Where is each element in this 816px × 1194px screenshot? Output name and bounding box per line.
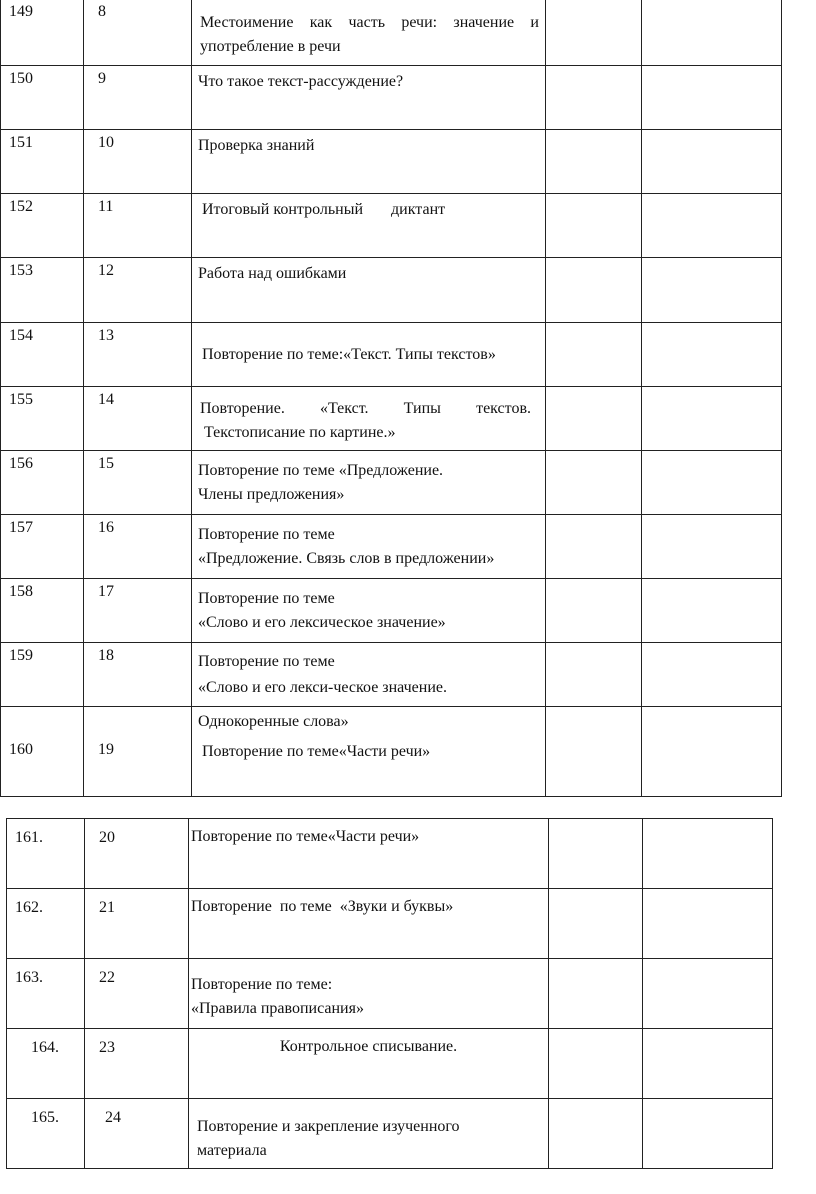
lesson-number: 11 (84, 194, 192, 258)
topic-line: «Предложение. Связь слов в предложении» (198, 550, 495, 567)
lesson-topic (192, 387, 546, 451)
topic-line: Текстописание по картине.» (204, 424, 396, 441)
topic-line: Повторение по теме: (191, 976, 333, 993)
date-fact-cell (642, 451, 782, 515)
table-row (1, 515, 782, 579)
topic-line: Работа над ошибками (198, 265, 347, 282)
date-plan-cell (546, 515, 642, 579)
lesson-number: 13 (84, 323, 192, 387)
lesson-number: 19 (84, 707, 192, 797)
row-number: 160 (1, 707, 84, 797)
topic-line: Повторение по теме«Части речи» (202, 743, 431, 760)
row-number: 149 (1, 0, 84, 66)
lesson-number: 24 (85, 1099, 189, 1169)
table-row (1, 579, 782, 643)
lesson-topic (192, 323, 546, 387)
topic-line: Местоимение как часть речи: значение и (200, 14, 539, 31)
table-row (1, 707, 782, 797)
row-number: 152 (1, 194, 84, 258)
row-number: 164. (7, 1029, 85, 1099)
topic-line: Повторение по теме «Предложение. (198, 462, 444, 479)
row-number: 165. (7, 1099, 85, 1169)
date-fact-cell (642, 258, 782, 323)
table-row (1, 0, 782, 66)
date-plan-cell (549, 1029, 643, 1099)
table-row (1, 387, 782, 451)
date-plan-cell (546, 258, 642, 323)
date-fact-cell (642, 323, 782, 387)
lesson-topic (189, 889, 549, 959)
date-plan-cell (549, 889, 643, 959)
row-number: 157 (1, 515, 84, 579)
lesson-number: 22 (85, 959, 189, 1029)
lesson-number: 15 (84, 451, 192, 515)
date-plan-cell (546, 323, 642, 387)
lesson-number: 9 (84, 66, 192, 130)
row-number: 151 (1, 130, 84, 194)
row-number: 158 (1, 579, 84, 643)
topic-line: Проверка знаний (198, 137, 315, 154)
date-fact-cell (642, 130, 782, 194)
lesson-number: 10 (84, 130, 192, 194)
row-number: 162. (7, 889, 85, 959)
row-number: 159 (1, 643, 84, 707)
row-number: 156 (1, 451, 84, 515)
table-row (1, 130, 782, 194)
lesson-topic (192, 707, 546, 797)
lesson-topic (192, 66, 546, 130)
lesson-number: 17 (84, 579, 192, 643)
date-fact-cell (642, 707, 782, 797)
lesson-table-2 (6, 818, 773, 1169)
topic-line: Повторение по теме «Звуки и буквы» (191, 898, 454, 915)
date-plan-cell (546, 0, 642, 66)
date-fact-cell (642, 387, 782, 451)
lesson-number: 18 (84, 643, 192, 707)
topic-line: Повторение и закрепление изученного (197, 1118, 460, 1135)
date-fact-cell (643, 889, 773, 959)
lesson-number: 20 (85, 819, 189, 889)
date-fact-cell (642, 194, 782, 258)
date-plan-cell (546, 707, 642, 797)
table-row (1, 451, 782, 515)
topic-line: Повторение по теме:«Текст. Типы текстов» (202, 346, 496, 363)
lesson-topic (189, 1099, 549, 1169)
topic-line: Повторение по теме«Части речи» (191, 828, 420, 845)
table-row (1, 643, 782, 707)
date-fact-cell (643, 1099, 773, 1169)
lesson-number: 16 (84, 515, 192, 579)
topic-line: «Правила правописания» (191, 1000, 364, 1017)
table-row (7, 819, 773, 889)
lesson-topic (189, 1029, 549, 1099)
lesson-topic (189, 819, 549, 889)
topic-line: «Слово и его лекси-ческое значение. (198, 679, 448, 696)
lesson-topic (192, 515, 546, 579)
date-fact-cell (643, 1029, 773, 1099)
lesson-topic (192, 579, 546, 643)
row-number: 155 (1, 387, 84, 451)
date-plan-cell (546, 130, 642, 194)
date-plan-cell (546, 387, 642, 451)
row-number: 150 (1, 66, 84, 130)
row-number: 161. (7, 819, 85, 889)
topic-line: Повторение по теме (198, 590, 335, 607)
table-row (7, 1099, 773, 1169)
lesson-number: 21 (85, 889, 189, 959)
row-number: 163. (7, 959, 85, 1029)
topic-line: Члены предложения» (198, 486, 345, 503)
lesson-topic (192, 258, 546, 323)
date-plan-cell (546, 194, 642, 258)
date-fact-cell (642, 66, 782, 130)
date-fact-cell (642, 643, 782, 707)
date-plan-cell (546, 579, 642, 643)
lesson-topic (192, 0, 546, 66)
date-plan-cell (549, 959, 643, 1029)
date-plan-cell (546, 451, 642, 515)
topic-line: употребление в речи (200, 38, 341, 55)
row-number: 154 (1, 323, 84, 387)
date-fact-cell (642, 515, 782, 579)
date-fact-cell (642, 579, 782, 643)
table-row (1, 258, 782, 323)
date-fact-cell (643, 819, 773, 889)
topic-line: Повторение. «Текст. Типы текстов. (200, 400, 531, 417)
row-number: 153 (1, 258, 84, 323)
topic-line: Итоговый контрольный диктант (202, 201, 446, 218)
lesson-topic (192, 643, 546, 707)
lesson-topic (189, 959, 549, 1029)
topic-line: Повторение по теме (198, 653, 335, 670)
date-plan-cell (546, 66, 642, 130)
date-fact-cell (642, 0, 782, 66)
lesson-number: 14 (84, 387, 192, 451)
date-plan-cell (546, 643, 642, 707)
date-fact-cell (643, 959, 773, 1029)
date-plan-cell (549, 819, 643, 889)
topic-line: Повторение по теме (198, 526, 335, 543)
lesson-number: 8 (84, 0, 192, 66)
topic-line: Что такое текст-рассуждение? (198, 73, 404, 90)
lesson-number: 23 (85, 1029, 189, 1099)
table-row (7, 1029, 773, 1099)
table-row (7, 959, 773, 1029)
topic-line: Контрольное списывание. (279, 1038, 458, 1055)
lesson-topic (192, 451, 546, 515)
topic-line: Однокоренные слова» (198, 713, 349, 730)
date-plan-cell (549, 1099, 643, 1169)
topic-line: материала (197, 1142, 267, 1159)
lesson-topic (192, 130, 546, 194)
lesson-number: 12 (84, 258, 192, 323)
table-row (7, 889, 773, 959)
table-row (1, 323, 782, 387)
topic-line: «Слово и его лексическое значение» (198, 614, 446, 631)
table-row (1, 66, 782, 130)
table-row (1, 194, 782, 258)
lesson-topic (192, 194, 546, 258)
